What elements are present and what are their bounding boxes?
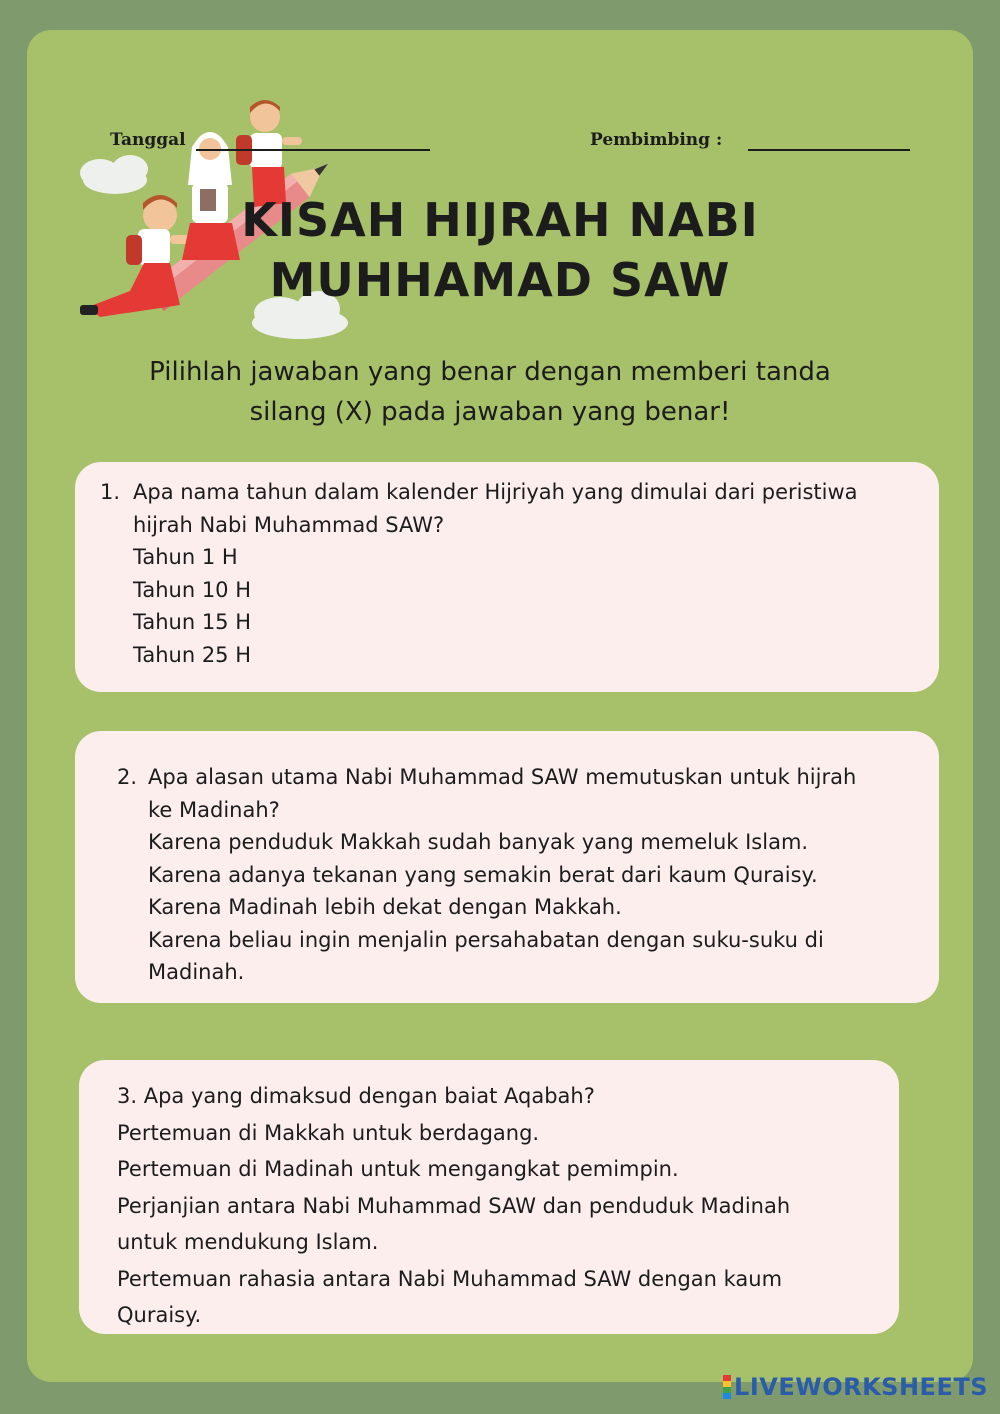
question-1-option-b[interactable]: Tahun 10 H bbox=[133, 577, 252, 602]
liveworksheets-logo-text: LIVEWORKSHEETS bbox=[734, 1373, 988, 1401]
question-2-option-a[interactable]: Karena penduduk Makkah sudah banyak yang memeluk Islam. bbox=[148, 830, 809, 854]
question-2-text-line-2: ke Madinah? bbox=[148, 797, 280, 822]
live-mark-icon bbox=[723, 1375, 731, 1399]
question-2-text-line-1: Apa alasan utama Nabi Muhammad SAW memutuskan untuk hijrah bbox=[148, 765, 857, 789]
question-3 bbox=[117, 1078, 907, 1334]
question-2-number: 2. bbox=[117, 765, 138, 789]
question-card-2 bbox=[75, 731, 939, 1003]
question-1-number: 1. bbox=[100, 480, 121, 504]
question-3-option-b[interactable]: Pertemuan di Madinah untuk mengangkat pemimpin. bbox=[117, 1157, 679, 1181]
date-label: Tanggal bbox=[110, 130, 186, 150]
question-2-option-c[interactable]: Karena Madinah lebih dekat dengan Makkah. bbox=[148, 895, 622, 919]
title-line-1: KISAH HIJRAH NABI bbox=[241, 193, 759, 247]
question-2-option-d-line-1[interactable]: Karena beliau ingin menjalin persahabatan dengan suku-suku di bbox=[148, 927, 824, 952]
question-2-option-b[interactable]: Karena adanya tekanan yang semakin berat dari kaum Quraisy. bbox=[148, 862, 818, 887]
instruction bbox=[80, 352, 900, 432]
title-line-2: MUHHAMAD SAW bbox=[269, 253, 731, 307]
supervisor-label: Pembimbing : bbox=[590, 130, 723, 150]
page-title bbox=[200, 190, 800, 310]
question-3-text: 3. Apa yang dimaksud dengan baiat Aqabah? bbox=[117, 1084, 595, 1108]
question-1-option-a[interactable]: Tahun 1 H bbox=[133, 545, 238, 569]
question-1-text-line-2: hijrah Nabi Muhammad SAW? bbox=[133, 512, 445, 537]
liveworksheets-logo[interactable] bbox=[723, 1374, 988, 1400]
question-1-option-d[interactable]: Tahun 25 H bbox=[133, 642, 252, 667]
question-3-option-a[interactable]: Pertemuan di Makkah untuk berdagang. bbox=[117, 1120, 540, 1145]
supervisor-blank-line bbox=[748, 149, 910, 151]
cloud-icon bbox=[80, 155, 148, 194]
question-1-option-c[interactable]: Tahun 15 H bbox=[133, 610, 252, 634]
instruction-line-1: Pilihlah jawaban yang benar dengan memberi tanda bbox=[149, 357, 831, 387]
date-blank-line bbox=[196, 149, 430, 151]
question-card-1 bbox=[75, 462, 939, 692]
question-3-option-c-line-1[interactable]: Perjanjian antara Nabi Muhammad SAW dan penduduk Madinah bbox=[117, 1193, 791, 1218]
question-3-option-d-line-2[interactable]: Quraisy. bbox=[117, 1303, 202, 1327]
instruction-line-2: silang (X) pada jawaban yang benar! bbox=[249, 397, 731, 427]
question-3-option-c-line-2[interactable]: untuk mendukung Islam. bbox=[117, 1230, 379, 1254]
question-1-text-line-1: Apa nama tahun dalam kalender Hijriyah yang dimulai dari peristiwa bbox=[133, 480, 858, 504]
question-3-option-d-line-1[interactable]: Pertemuan rahasia antara Nabi Muhammad SAW dengan kaum bbox=[117, 1266, 783, 1291]
question-card-3 bbox=[79, 1060, 899, 1334]
question-2-option-d-line-2[interactable]: Madinah. bbox=[148, 960, 245, 984]
